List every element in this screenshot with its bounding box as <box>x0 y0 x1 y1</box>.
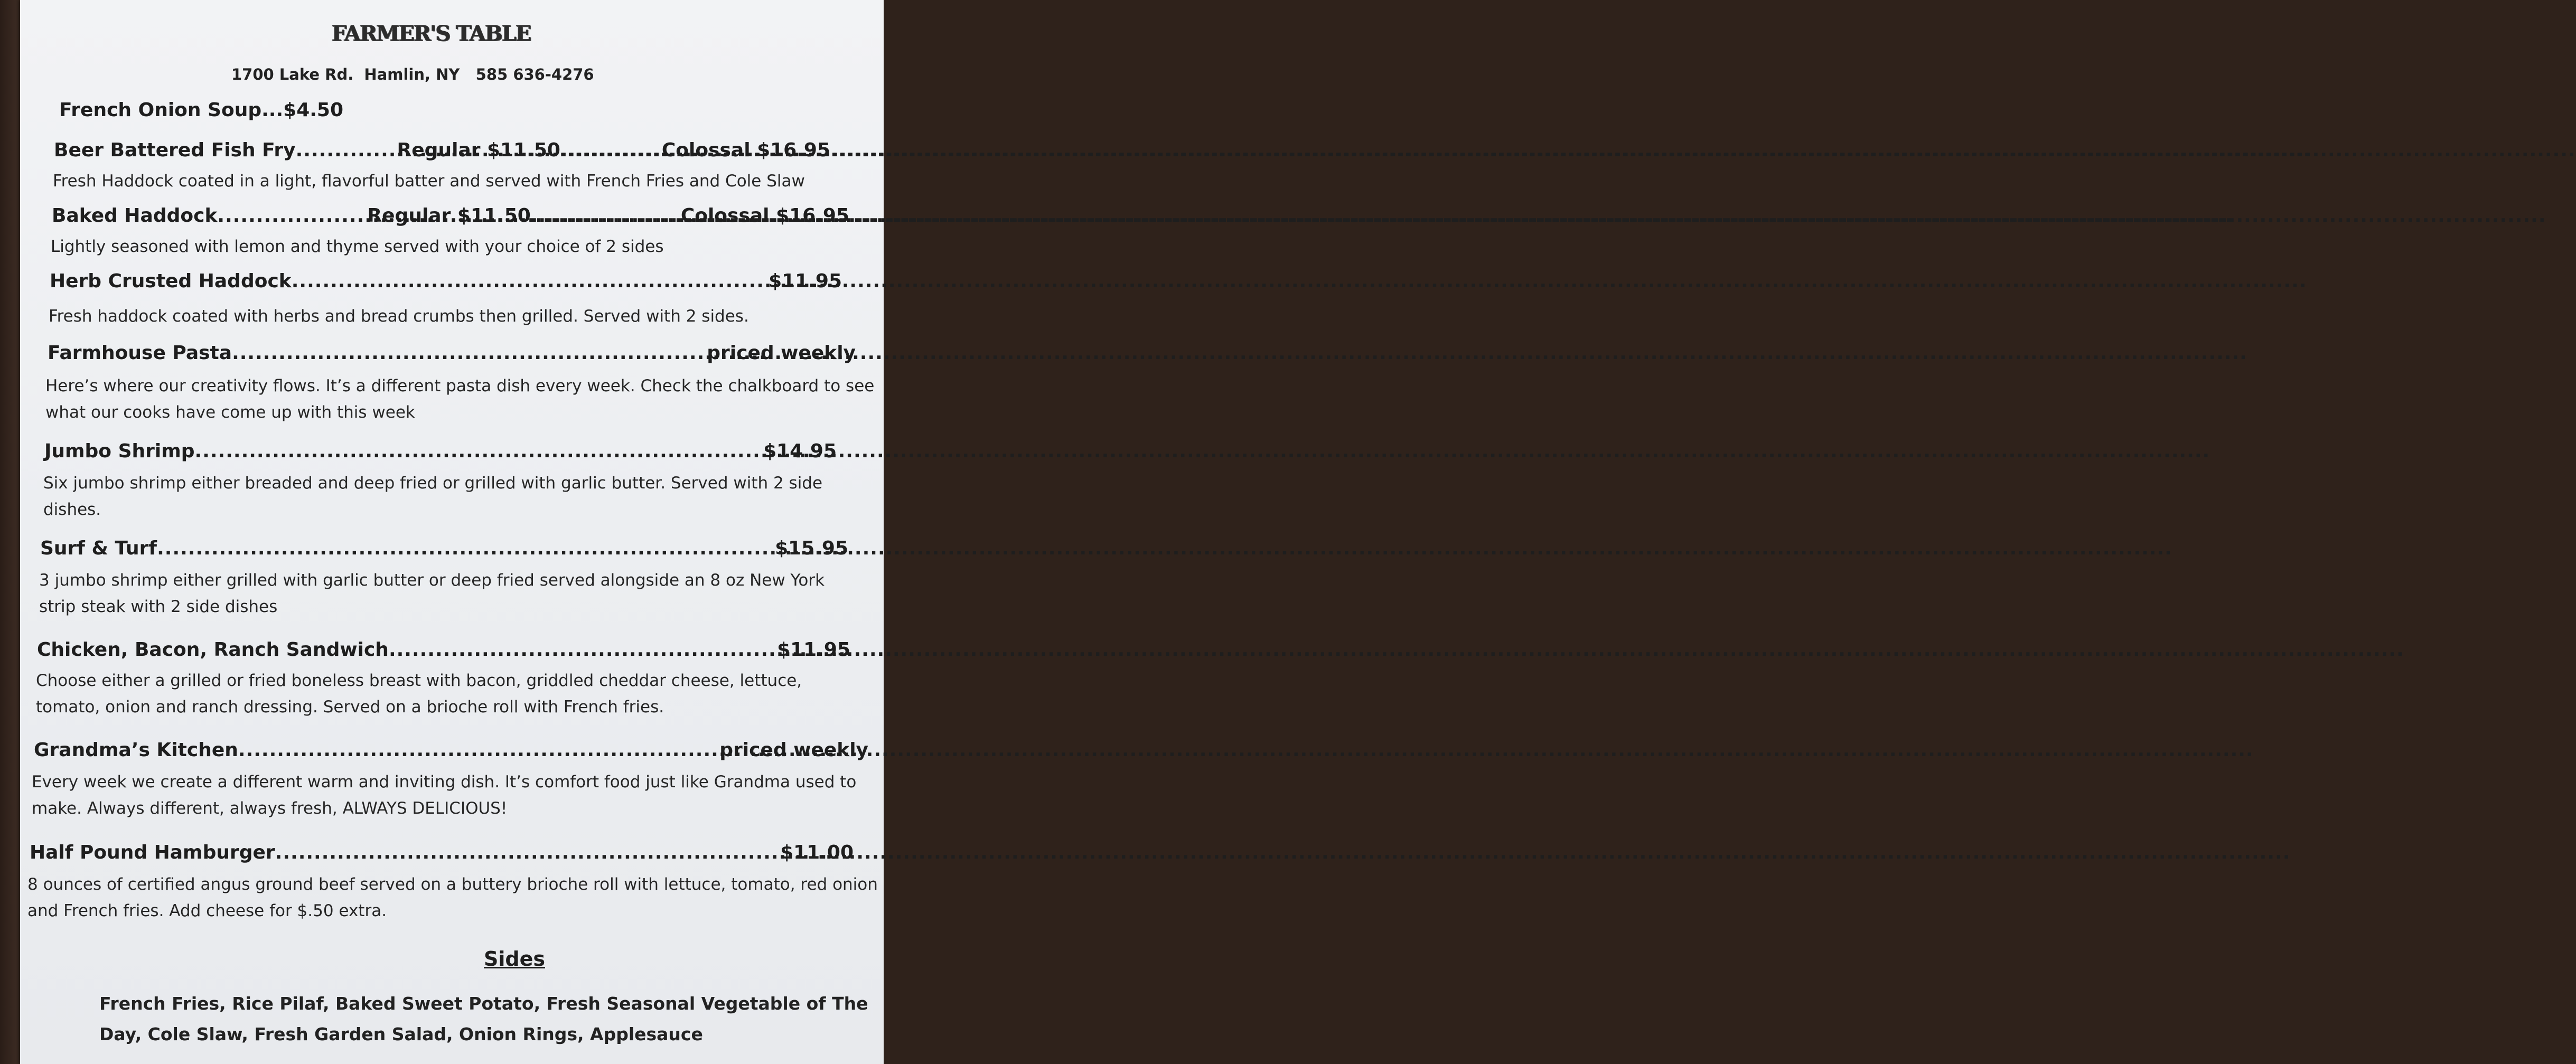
leader-dots <box>232 342 707 364</box>
item-name: Surf & Turf <box>40 538 157 559</box>
leader-dots <box>531 205 681 227</box>
item-description: 3 jumbo shrimp either grilled with garlic butter or deep fried served alongside an 8 oz New York strip steak with 2 side dishes <box>39 571 825 616</box>
menu-item-french-onion-soup <box>59 99 343 121</box>
item-description: Fresh haddock coated with herbs and bread crumbs then grilled. Served with 2 sides. <box>49 307 749 326</box>
regular-price: Regular $11.50 <box>367 205 531 227</box>
menu-paper <box>20 0 884 1064</box>
regular-price: Regular $11.50 <box>397 139 560 161</box>
colossal-price: Colossal $16.95 <box>680 205 849 227</box>
item-description: Fresh Haddock coated in a light, flavorful batter and served with French Fries and Cole Slaw <box>53 172 805 191</box>
item-description: Here’s where our creativity flows. It’s a different pasta dish every week. Check the chalkboard to see what our cooks have come up with this week <box>45 376 875 422</box>
leader-dots <box>195 440 764 462</box>
sides-heading: Sides <box>484 947 545 971</box>
leader-dots <box>560 139 662 161</box>
item-name: Jumbo Shrimp <box>44 440 195 462</box>
item-description: Choose either a grilled or fried boneless breast with bacon, griddled cheddar cheese, lettuce, tomato, onion and ranch dressing. Served on a brioche roll with French fries. <box>36 671 802 717</box>
item-name: Beer Battered Fish Fry <box>54 139 296 161</box>
menu-item-grandmas-kitchen <box>34 739 868 761</box>
menu-item-farmhouse-pasta <box>48 342 856 364</box>
item-price: $15.95 <box>775 538 848 559</box>
item-name: Herb Crusted Haddock <box>50 270 292 292</box>
item-price: $11.95 <box>769 270 842 292</box>
restaurant-address: 1700 Lake Rd. Hamlin, NY 585 636-4276 <box>231 65 594 83</box>
item-description: Lightly seasoned with lemon and thyme served with your choice of 2 sides <box>51 237 664 256</box>
leader-dots <box>217 205 367 227</box>
item-description: Every week we create a different warm and inviting dish. It’s comfort food just like Grandma used to make. Always different, always fresh, ALWAYS DELICIOUS! <box>32 773 857 818</box>
menu-item-herb-crusted-haddock <box>50 270 842 292</box>
item-name: French Onion Soup...$4.50 <box>59 99 344 121</box>
leader-dots <box>275 842 780 863</box>
menu-item-baked-haddock <box>52 205 849 227</box>
leader-dots <box>292 270 769 292</box>
sides-list: French Fries, Rice Pilaf, Baked Sweet Potato, Fresh Seasonal Vegetable of The Day, Cole Slaw, Fresh Garden Salad, Onion Rings, Applesauce <box>99 993 868 1044</box>
restaurant-logo: FARMER'S TABLE <box>332 21 531 46</box>
leader-dots <box>296 139 397 161</box>
leader-dots <box>157 538 775 559</box>
item-price: priced weekly <box>707 342 856 364</box>
menu-item-surf-and-turf <box>40 538 848 559</box>
item-price: $11.00 <box>780 842 854 863</box>
item-name: Chicken, Bacon, Ranch Sandwich <box>37 639 389 661</box>
item-name: Half Pound Hamburger <box>30 842 275 863</box>
menu-item-jumbo-shrimp <box>44 440 837 462</box>
colossal-price: Colossal $16.95 <box>661 139 830 161</box>
item-name: Baked Haddock <box>52 205 218 227</box>
leader-dots <box>389 639 777 661</box>
menu-item-hamburger <box>30 842 854 863</box>
item-price: $11.95 <box>777 639 850 661</box>
item-price: $14.95 <box>763 440 837 462</box>
menu-item-chicken-bacon-ranch <box>37 639 850 661</box>
menu-item-fish-fry <box>54 139 830 161</box>
item-description: 8 ounces of certified angus ground beef served on a buttery brioche roll with lettuce, tomato, red onion and French fries. Add cheese for $.50 extra. <box>27 875 878 920</box>
item-name: Farmhouse Pasta <box>48 342 232 364</box>
item-name: Grandma’s Kitchen <box>34 739 238 761</box>
item-description: Six jumbo shrimp either breaded and deep fried or grilled with garlic butter. Served with 2 side dishes. <box>43 474 823 519</box>
item-price: priced weekly <box>719 739 868 761</box>
leader-dots <box>238 739 719 761</box>
